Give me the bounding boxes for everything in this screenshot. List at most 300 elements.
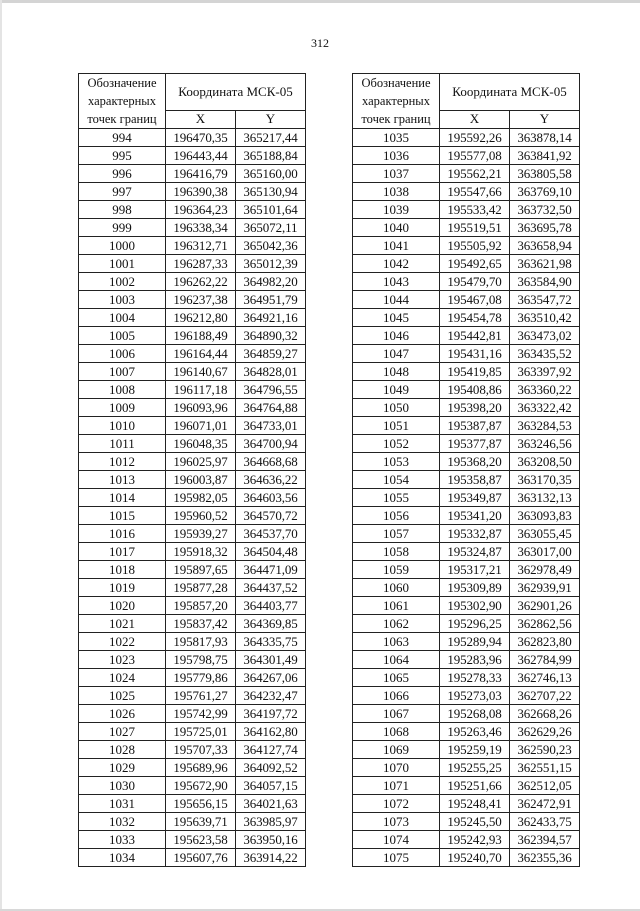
table-row <box>79 147 306 165</box>
point-number-cell: 1001 <box>79 255 166 273</box>
header-point-designation: Обозначение характерных точек границ <box>79 74 166 129</box>
table-row <box>353 705 580 723</box>
y-coordinate-cell: 364890,32 <box>236 327 306 345</box>
point-number-cell: 1002 <box>79 273 166 291</box>
y-coordinate-cell: 362901,26 <box>510 597 580 615</box>
table-row <box>79 183 306 201</box>
x-coordinate-cell: 196025,97 <box>166 453 236 471</box>
table-row <box>353 309 580 327</box>
point-number-cell: 1033 <box>79 831 166 849</box>
point-number-cell: 1054 <box>353 471 440 489</box>
point-number-cell: 1009 <box>79 399 166 417</box>
y-coordinate-cell: 363473,02 <box>510 327 580 345</box>
table-row <box>79 687 306 705</box>
x-coordinate-cell: 195289,94 <box>440 633 510 651</box>
point-number-cell: 1008 <box>79 381 166 399</box>
point-number-cell: 1074 <box>353 831 440 849</box>
y-coordinate-cell: 363360,22 <box>510 381 580 399</box>
y-coordinate-cell: 363950,16 <box>236 831 306 849</box>
point-number-cell: 1007 <box>79 363 166 381</box>
point-number-cell: 1012 <box>79 453 166 471</box>
table-row <box>353 219 580 237</box>
table-row <box>353 579 580 597</box>
point-number-cell: 1019 <box>79 579 166 597</box>
x-coordinate-cell: 195725,01 <box>166 723 236 741</box>
point-number-cell: 1060 <box>353 579 440 597</box>
x-coordinate-cell: 196117,18 <box>166 381 236 399</box>
point-number-cell: 1029 <box>79 759 166 777</box>
point-number-cell: 1025 <box>79 687 166 705</box>
y-coordinate-cell: 363841,92 <box>510 147 580 165</box>
point-number-cell: 1018 <box>79 561 166 579</box>
x-coordinate-cell: 195398,20 <box>440 399 510 417</box>
header-coordinate-system: Координата МСК-05 <box>166 74 306 111</box>
y-coordinate-cell: 363732,50 <box>510 201 580 219</box>
point-number-cell: 1024 <box>79 669 166 687</box>
y-coordinate-cell: 364197,72 <box>236 705 306 723</box>
x-coordinate-cell: 195431,16 <box>440 345 510 363</box>
table-row <box>353 165 580 183</box>
table-row <box>353 651 580 669</box>
x-coordinate-cell: 195332,87 <box>440 525 510 543</box>
table-row <box>353 561 580 579</box>
table-row <box>79 471 306 489</box>
x-coordinate-cell: 195672,90 <box>166 777 236 795</box>
x-coordinate-cell: 195918,32 <box>166 543 236 561</box>
table-row <box>79 237 306 255</box>
x-coordinate-cell: 196470,35 <box>166 129 236 147</box>
y-coordinate-cell: 362746,13 <box>510 669 580 687</box>
table-row <box>353 777 580 795</box>
table-row <box>353 615 580 633</box>
x-coordinate-cell: 196237,38 <box>166 291 236 309</box>
x-coordinate-cell: 195296,25 <box>440 615 510 633</box>
x-coordinate-cell: 195817,93 <box>166 633 236 651</box>
point-number-cell: 1070 <box>353 759 440 777</box>
y-coordinate-cell: 363170,35 <box>510 471 580 489</box>
x-coordinate-cell: 195240,70 <box>440 849 510 867</box>
point-number-cell: 1047 <box>353 345 440 363</box>
x-coordinate-cell: 195742,99 <box>166 705 236 723</box>
point-number-cell: 1068 <box>353 723 440 741</box>
y-coordinate-cell: 364127,74 <box>236 741 306 759</box>
point-number-cell: 1069 <box>353 741 440 759</box>
table-row <box>353 471 580 489</box>
table-row <box>79 741 306 759</box>
point-number-cell: 1023 <box>79 651 166 669</box>
table-row <box>79 831 306 849</box>
y-coordinate-cell: 364733,01 <box>236 417 306 435</box>
y-coordinate-cell: 364828,01 <box>236 363 306 381</box>
point-number-cell: 1005 <box>79 327 166 345</box>
point-number-cell: 1051 <box>353 417 440 435</box>
point-number-cell: 1031 <box>79 795 166 813</box>
x-coordinate-cell: 196071,01 <box>166 417 236 435</box>
table-row <box>79 381 306 399</box>
coordinates-table-right <box>352 73 580 867</box>
y-coordinate-cell: 362433,75 <box>510 813 580 831</box>
y-coordinate-cell: 363695,78 <box>510 219 580 237</box>
table-row <box>79 777 306 795</box>
point-number-cell: 1064 <box>353 651 440 669</box>
table-row <box>79 813 306 831</box>
header-y: Y <box>236 110 306 128</box>
y-coordinate-cell: 362978,49 <box>510 561 580 579</box>
x-coordinate-cell: 195251,66 <box>440 777 510 795</box>
table-row <box>79 579 306 597</box>
x-coordinate-cell: 195656,15 <box>166 795 236 813</box>
y-coordinate-cell: 364951,79 <box>236 291 306 309</box>
x-coordinate-cell: 196188,49 <box>166 327 236 345</box>
y-coordinate-cell: 363322,42 <box>510 399 580 417</box>
y-coordinate-cell: 365012,39 <box>236 255 306 273</box>
y-coordinate-cell: 364162,80 <box>236 723 306 741</box>
table-row <box>79 561 306 579</box>
x-coordinate-cell: 196364,23 <box>166 201 236 219</box>
point-number-cell: 1026 <box>79 705 166 723</box>
x-coordinate-cell: 195263,46 <box>440 723 510 741</box>
table-row <box>353 597 580 615</box>
y-coordinate-cell: 363584,90 <box>510 273 580 291</box>
point-number-cell: 1037 <box>353 165 440 183</box>
x-coordinate-cell: 195779,86 <box>166 669 236 687</box>
x-coordinate-cell: 196338,34 <box>166 219 236 237</box>
table-row <box>353 687 580 705</box>
table-row <box>79 597 306 615</box>
y-coordinate-cell: 363769,10 <box>510 183 580 201</box>
x-coordinate-cell: 195368,20 <box>440 453 510 471</box>
header-x: X <box>440 110 510 128</box>
point-number-cell: 996 <box>79 165 166 183</box>
x-coordinate-cell: 195442,81 <box>440 327 510 345</box>
table-row <box>79 615 306 633</box>
table-row <box>353 723 580 741</box>
table-row <box>353 129 580 147</box>
x-coordinate-cell: 195454,78 <box>440 309 510 327</box>
x-coordinate-cell: 196287,33 <box>166 255 236 273</box>
x-coordinate-cell: 195324,87 <box>440 543 510 561</box>
table-right-body <box>353 129 580 867</box>
y-coordinate-cell: 364369,85 <box>236 615 306 633</box>
point-number-cell: 1040 <box>353 219 440 237</box>
x-coordinate-cell: 195255,25 <box>440 759 510 777</box>
y-coordinate-cell: 362784,99 <box>510 651 580 669</box>
point-number-cell: 1032 <box>79 813 166 831</box>
table-row <box>353 291 580 309</box>
table-row <box>353 399 580 417</box>
point-number-cell: 1066 <box>353 687 440 705</box>
y-coordinate-cell: 363510,42 <box>510 309 580 327</box>
x-coordinate-cell: 195242,93 <box>440 831 510 849</box>
x-coordinate-cell: 195857,20 <box>166 597 236 615</box>
y-coordinate-cell: 362862,56 <box>510 615 580 633</box>
point-number-cell: 1021 <box>79 615 166 633</box>
y-coordinate-cell: 363284,53 <box>510 417 580 435</box>
point-number-cell: 1013 <box>79 471 166 489</box>
x-coordinate-cell: 196164,44 <box>166 345 236 363</box>
y-coordinate-cell: 364603,56 <box>236 489 306 507</box>
y-coordinate-cell: 364796,55 <box>236 381 306 399</box>
x-coordinate-cell: 195505,92 <box>440 237 510 255</box>
x-coordinate-cell: 195761,27 <box>166 687 236 705</box>
table-row <box>79 507 306 525</box>
y-coordinate-cell: 364982,20 <box>236 273 306 291</box>
point-number-cell: 1016 <box>79 525 166 543</box>
x-coordinate-cell: 195479,70 <box>440 273 510 291</box>
table-row <box>79 273 306 291</box>
table-row <box>353 489 580 507</box>
point-number-cell: 1017 <box>79 543 166 561</box>
point-number-cell: 995 <box>79 147 166 165</box>
point-number-cell: 1028 <box>79 741 166 759</box>
x-coordinate-cell: 196003,87 <box>166 471 236 489</box>
point-number-cell: 1039 <box>353 201 440 219</box>
y-coordinate-cell: 364335,75 <box>236 633 306 651</box>
table-row <box>79 453 306 471</box>
x-coordinate-cell: 196416,79 <box>166 165 236 183</box>
table-row <box>79 255 306 273</box>
table-row <box>79 399 306 417</box>
y-coordinate-cell: 362472,91 <box>510 795 580 813</box>
y-coordinate-cell: 362823,80 <box>510 633 580 651</box>
table-row <box>79 417 306 435</box>
point-number-cell: 1073 <box>353 813 440 831</box>
table-row <box>353 435 580 453</box>
y-coordinate-cell: 364700,94 <box>236 435 306 453</box>
table-row <box>353 417 580 435</box>
point-number-cell: 1059 <box>353 561 440 579</box>
table-row <box>79 651 306 669</box>
table-row <box>353 507 580 525</box>
header-x: X <box>166 110 236 128</box>
table-row <box>353 795 580 813</box>
y-coordinate-cell: 363055,45 <box>510 525 580 543</box>
x-coordinate-cell: 196140,67 <box>166 363 236 381</box>
table-row <box>79 525 306 543</box>
y-coordinate-cell: 364301,49 <box>236 651 306 669</box>
x-coordinate-cell: 195358,87 <box>440 471 510 489</box>
x-coordinate-cell: 195798,75 <box>166 651 236 669</box>
point-number-cell: 1062 <box>353 615 440 633</box>
x-coordinate-cell: 196443,44 <box>166 147 236 165</box>
table-row <box>79 705 306 723</box>
y-coordinate-cell: 365188,84 <box>236 147 306 165</box>
table-row <box>353 255 580 273</box>
point-number-cell: 1036 <box>353 147 440 165</box>
y-coordinate-cell: 363435,52 <box>510 345 580 363</box>
point-number-cell: 1022 <box>79 633 166 651</box>
point-number-cell: 1072 <box>353 795 440 813</box>
x-coordinate-cell: 195982,05 <box>166 489 236 507</box>
table-row <box>79 489 306 507</box>
y-coordinate-cell: 365160,00 <box>236 165 306 183</box>
y-coordinate-cell: 363547,72 <box>510 291 580 309</box>
x-coordinate-cell: 196093,96 <box>166 399 236 417</box>
x-coordinate-cell: 195268,08 <box>440 705 510 723</box>
header-coordinate-system: Координата МСК-05 <box>440 74 580 111</box>
table-row <box>353 525 580 543</box>
y-coordinate-cell: 364021,63 <box>236 795 306 813</box>
point-number-cell: 1041 <box>353 237 440 255</box>
table-row <box>353 741 580 759</box>
x-coordinate-cell: 195419,85 <box>440 363 510 381</box>
point-number-cell: 1055 <box>353 489 440 507</box>
x-coordinate-cell: 195309,89 <box>440 579 510 597</box>
x-coordinate-cell: 195939,27 <box>166 525 236 543</box>
x-coordinate-cell: 195283,96 <box>440 651 510 669</box>
point-number-cell: 1011 <box>79 435 166 453</box>
point-number-cell: 1034 <box>79 849 166 867</box>
x-coordinate-cell: 195547,66 <box>440 183 510 201</box>
x-coordinate-cell: 195707,33 <box>166 741 236 759</box>
y-coordinate-cell: 363658,94 <box>510 237 580 255</box>
point-number-cell: 999 <box>79 219 166 237</box>
point-number-cell: 1042 <box>353 255 440 273</box>
table-row <box>79 759 306 777</box>
point-number-cell: 1006 <box>79 345 166 363</box>
point-number-cell: 994 <box>79 129 166 147</box>
table-row <box>79 201 306 219</box>
x-coordinate-cell: 196212,80 <box>166 309 236 327</box>
point-number-cell: 1063 <box>353 633 440 651</box>
table-row <box>353 327 580 345</box>
point-number-cell: 1045 <box>353 309 440 327</box>
x-coordinate-cell: 195492,65 <box>440 255 510 273</box>
table-row <box>79 363 306 381</box>
point-number-cell: 1075 <box>353 849 440 867</box>
point-number-cell: 1003 <box>79 291 166 309</box>
table-row <box>353 345 580 363</box>
header-y: Y <box>510 110 580 128</box>
x-coordinate-cell: 195341,20 <box>440 507 510 525</box>
table-row <box>353 453 580 471</box>
y-coordinate-cell: 365101,64 <box>236 201 306 219</box>
point-number-cell: 1044 <box>353 291 440 309</box>
point-number-cell: 1071 <box>353 777 440 795</box>
y-coordinate-cell: 364471,09 <box>236 561 306 579</box>
y-coordinate-cell: 364668,68 <box>236 453 306 471</box>
y-coordinate-cell: 363914,22 <box>236 849 306 867</box>
table-row <box>79 633 306 651</box>
y-coordinate-cell: 365130,94 <box>236 183 306 201</box>
point-number-cell: 1015 <box>79 507 166 525</box>
point-number-cell: 1056 <box>353 507 440 525</box>
table-row <box>353 543 580 561</box>
x-coordinate-cell: 195377,87 <box>440 435 510 453</box>
y-coordinate-cell: 364636,22 <box>236 471 306 489</box>
y-coordinate-cell: 364570,72 <box>236 507 306 525</box>
y-coordinate-cell: 363985,97 <box>236 813 306 831</box>
y-coordinate-cell: 362551,15 <box>510 759 580 777</box>
table-row <box>353 201 580 219</box>
y-coordinate-cell: 364232,47 <box>236 687 306 705</box>
table-row <box>79 435 306 453</box>
point-number-cell: 998 <box>79 201 166 219</box>
table-row <box>79 309 306 327</box>
point-number-cell: 1000 <box>79 237 166 255</box>
table-row <box>353 849 580 867</box>
y-coordinate-cell: 364504,48 <box>236 543 306 561</box>
x-coordinate-cell: 195837,42 <box>166 615 236 633</box>
coordinates-table-left <box>78 73 306 867</box>
y-coordinate-cell: 365042,36 <box>236 237 306 255</box>
y-coordinate-cell: 363397,92 <box>510 363 580 381</box>
x-coordinate-cell: 195562,21 <box>440 165 510 183</box>
y-coordinate-cell: 363621,98 <box>510 255 580 273</box>
y-coordinate-cell: 362629,26 <box>510 723 580 741</box>
table-row <box>353 669 580 687</box>
y-coordinate-cell: 364092,52 <box>236 759 306 777</box>
x-coordinate-cell: 195248,41 <box>440 795 510 813</box>
page-number: 312 <box>311 36 329 50</box>
y-coordinate-cell: 365072,11 <box>236 219 306 237</box>
y-coordinate-cell: 362939,91 <box>510 579 580 597</box>
y-coordinate-cell: 364437,52 <box>236 579 306 597</box>
point-number-cell: 1027 <box>79 723 166 741</box>
point-number-cell: 1030 <box>79 777 166 795</box>
x-coordinate-cell: 196262,22 <box>166 273 236 291</box>
table-row <box>353 273 580 291</box>
y-coordinate-cell: 362512,05 <box>510 777 580 795</box>
x-coordinate-cell: 195273,03 <box>440 687 510 705</box>
x-coordinate-cell: 195259,19 <box>440 741 510 759</box>
x-coordinate-cell: 195387,87 <box>440 417 510 435</box>
x-coordinate-cell: 195607,76 <box>166 849 236 867</box>
table-row <box>79 327 306 345</box>
table-row <box>353 147 580 165</box>
table-row <box>79 849 306 867</box>
x-coordinate-cell: 195592,26 <box>440 129 510 147</box>
y-coordinate-cell: 364764,88 <box>236 399 306 417</box>
y-coordinate-cell: 364267,06 <box>236 669 306 687</box>
point-number-cell: 1046 <box>353 327 440 345</box>
y-coordinate-cell: 364921,16 <box>236 309 306 327</box>
y-coordinate-cell: 362668,26 <box>510 705 580 723</box>
x-coordinate-cell: 195897,65 <box>166 561 236 579</box>
table-row <box>79 345 306 363</box>
point-number-cell: 1050 <box>353 399 440 417</box>
point-number-cell: 1053 <box>353 453 440 471</box>
point-number-cell: 1010 <box>79 417 166 435</box>
x-coordinate-cell: 195960,52 <box>166 507 236 525</box>
y-coordinate-cell: 362590,23 <box>510 741 580 759</box>
table-row <box>79 165 306 183</box>
table-row <box>353 237 580 255</box>
point-number-cell: 1004 <box>79 309 166 327</box>
x-coordinate-cell: 195408,86 <box>440 381 510 399</box>
table-row <box>353 183 580 201</box>
table-row <box>353 831 580 849</box>
y-coordinate-cell: 363132,13 <box>510 489 580 507</box>
y-coordinate-cell: 364859,27 <box>236 345 306 363</box>
point-number-cell: 1067 <box>353 705 440 723</box>
point-number-cell: 1048 <box>353 363 440 381</box>
point-number-cell: 1038 <box>353 183 440 201</box>
y-coordinate-cell: 363246,56 <box>510 435 580 453</box>
x-coordinate-cell: 196390,38 <box>166 183 236 201</box>
y-coordinate-cell: 362707,22 <box>510 687 580 705</box>
y-coordinate-cell: 362355,36 <box>510 849 580 867</box>
y-coordinate-cell: 362394,57 <box>510 831 580 849</box>
point-number-cell: 1065 <box>353 669 440 687</box>
y-coordinate-cell: 363017,00 <box>510 543 580 561</box>
x-coordinate-cell: 195317,21 <box>440 561 510 579</box>
table-left-body <box>79 129 306 867</box>
table-row <box>353 633 580 651</box>
x-coordinate-cell: 195278,33 <box>440 669 510 687</box>
table-row <box>353 759 580 777</box>
table-row <box>353 363 580 381</box>
